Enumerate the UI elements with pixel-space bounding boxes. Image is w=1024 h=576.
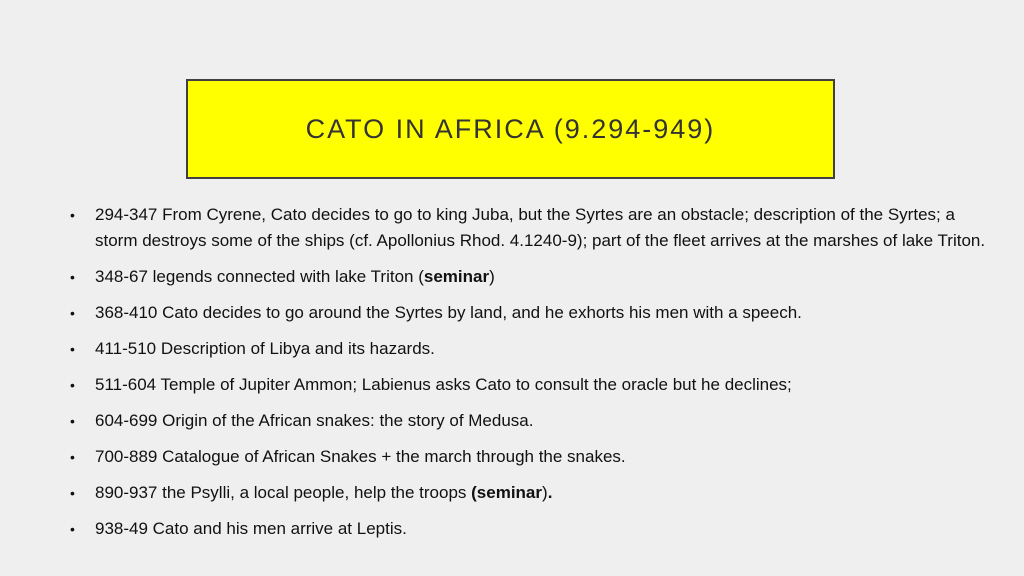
bullet-dot-icon: • — [70, 449, 75, 465]
bullet-text: 348-67 legends connected with lake Triton ( — [95, 267, 424, 286]
bullet-text: ) — [542, 483, 548, 502]
bullet-text: 700-889 Catalogue of African Snakes + the march through the snakes. — [95, 447, 626, 466]
bullet-item — [70, 300, 990, 326]
bullet-dot-icon: • — [70, 207, 75, 223]
bullet-item — [70, 444, 990, 470]
bullet-dot-icon: • — [70, 377, 75, 393]
bullet-item — [70, 408, 990, 434]
bullet-dot-icon: • — [70, 341, 75, 357]
bullet-dot-icon: • — [70, 521, 75, 537]
bullet-text: 511-604 Temple of Jupiter Ammon; Labienus asks Cato to consult the oracle but he declines; — [95, 375, 792, 394]
bullet-text: 411-510 Description of Libya and its hazards. — [95, 339, 435, 358]
bullet-list — [70, 202, 990, 552]
bullet-text: 604-699 Origin of the African snakes: the story of Medusa. — [95, 411, 534, 430]
slide-title: CATO IN AFRICA (9.294-949) — [305, 113, 716, 144]
title-box — [186, 79, 835, 179]
bullet-text: 890-937 the Psylli, a local people, help the troops — [95, 483, 472, 502]
bullet-dot-icon: • — [70, 305, 75, 321]
bullet-dot-icon: • — [70, 485, 75, 501]
bullet-text-bold: (seminar — [471, 483, 543, 502]
bullet-dot-icon: • — [70, 413, 75, 429]
bullet-text: ) — [489, 267, 495, 286]
bullet-item — [70, 480, 990, 506]
bullet-item — [70, 336, 990, 362]
bullet-text: 368-410 Cato decides to go around the Syrtes by land, and he exhorts his men with a speech. — [95, 303, 802, 322]
bullet-text-bold: seminar — [423, 267, 490, 286]
bullet-item — [70, 202, 990, 254]
bullet-item — [70, 372, 990, 398]
bullet-text: 938-49 Cato and his men arrive at Leptis. — [95, 519, 407, 538]
bullet-item — [70, 264, 990, 290]
bullet-dot-icon: • — [70, 269, 75, 285]
bullet-text-bold: . — [547, 483, 553, 502]
bullet-item — [70, 516, 990, 542]
bullet-text: 294-347 From Cyrene, Cato decides to go to king Juba, but the Syrtes are an obstacle; description of the Syrtes; a storm destroys some of the ships (cf. Apollonius Rhod. 4.1240-9); part of the fleet arrives at the marshes of lake Triton. — [95, 205, 986, 250]
